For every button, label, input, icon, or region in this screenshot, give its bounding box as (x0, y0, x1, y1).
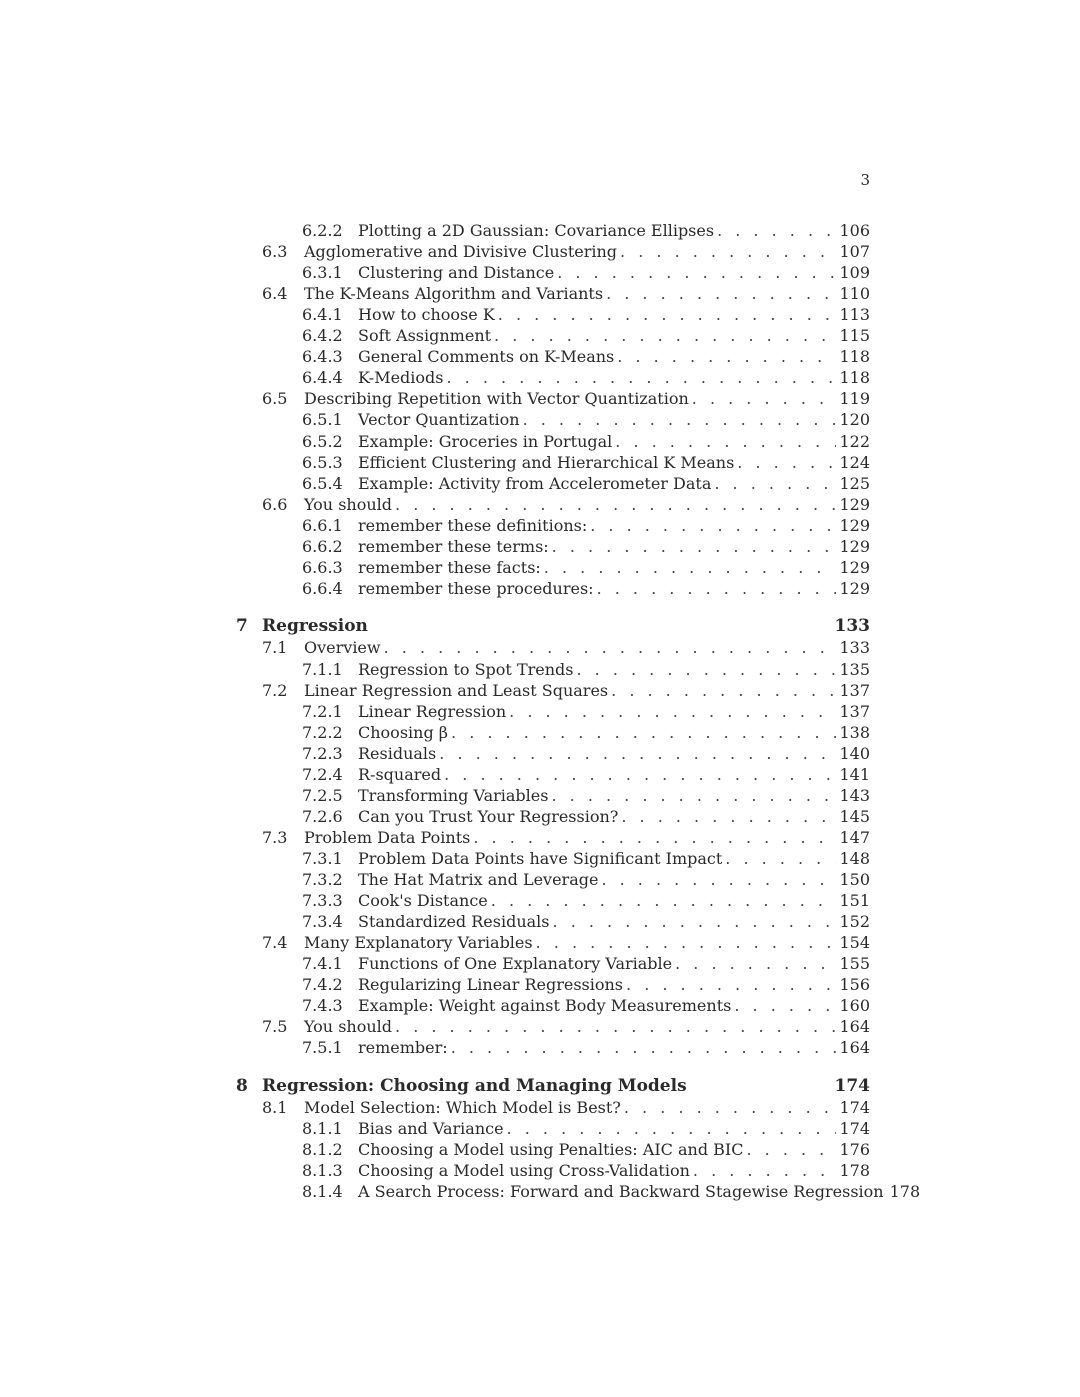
toc-entry-page: 160 (839, 996, 870, 1016)
toc-entry[interactable] (302, 701, 870, 722)
dot-leader (626, 974, 836, 995)
toc-entry-number: 7.2.3 (302, 743, 343, 763)
toc-entry-number: 6.6.4 (302, 578, 343, 598)
toc-entry-number: 7.3 (262, 827, 288, 847)
dot-leader (576, 659, 836, 680)
toc-entry[interactable] (302, 473, 870, 494)
toc-entry-number: 6.5 (262, 389, 288, 409)
toc-entry-title: Agglomerative and Divisive Clustering (304, 242, 618, 262)
dot-leader (675, 953, 836, 974)
toc-entry-page: 119 (839, 389, 870, 409)
toc-entry-title: Regression: Choosing and Managing Models (262, 1075, 687, 1096)
toc-entry-title: Cook's Distance (358, 891, 488, 911)
toc-entry-page: 156 (839, 975, 870, 995)
toc-entry-page: 113 (839, 305, 870, 325)
toc-entry[interactable] (262, 637, 870, 658)
toc-entry-title: Choosing a Model using Cross-Validation (358, 1161, 690, 1181)
dot-leader (734, 995, 836, 1016)
toc-entry-title: Problem Data Points have Significant Impact (358, 848, 723, 868)
toc-entry-page: 129 (839, 557, 870, 577)
toc-entry[interactable] (302, 1160, 870, 1181)
toc-entry-title: Clustering and Distance (358, 263, 555, 283)
toc-entry[interactable] (302, 367, 870, 388)
toc-entry[interactable] (262, 827, 870, 848)
toc-entry[interactable] (302, 346, 870, 367)
toc-entry-number: 7.5.1 (302, 1038, 343, 1058)
toc-entry-page: 174 (839, 1119, 870, 1139)
toc-entry[interactable] (302, 659, 870, 680)
dot-leader (473, 827, 836, 848)
toc-entry[interactable] (262, 932, 870, 953)
toc-entry-number: 8.1.4 (302, 1182, 343, 1202)
toc-entry-page: 145 (839, 806, 870, 826)
toc-entry[interactable] (262, 1016, 870, 1037)
dot-leader (447, 367, 837, 388)
toc-entry-number: 6.3 (262, 242, 288, 262)
toc-entry-title: Residuals (358, 743, 437, 763)
dot-leader (498, 304, 837, 325)
toc-entry-page: 109 (839, 263, 870, 283)
dot-leader (557, 262, 836, 283)
toc-entry-title: Vector Quantization (358, 410, 520, 430)
toc-entry-page: 129 (839, 494, 870, 514)
toc-entry-number: 7.2.6 (302, 806, 343, 826)
toc-entry-number: 7.2.2 (302, 722, 343, 742)
toc-chapter-entry[interactable] (236, 616, 870, 637)
toc-entry[interactable] (262, 241, 870, 262)
toc-entry-page: 133 (839, 638, 870, 658)
toc-entry-number: 7.1.1 (302, 659, 343, 679)
toc-entry-page: 152 (839, 912, 870, 932)
toc-entry-number: 7.2.4 (302, 764, 343, 784)
toc-entry-page: 174 (834, 1075, 870, 1096)
toc-entry-number: 7.2.5 (302, 785, 343, 805)
toc-entry[interactable] (302, 911, 870, 932)
toc-entry[interactable] (302, 515, 870, 536)
dot-leader (395, 1016, 836, 1037)
toc-entry-number: 6.5.1 (302, 410, 343, 430)
toc-entry-number: 6.6.1 (302, 515, 343, 535)
toc-entry[interactable] (302, 1139, 870, 1160)
toc-entry-page: 120 (839, 410, 870, 430)
toc-entry-page: 148 (839, 848, 870, 868)
toc-entry-page: 125 (839, 473, 870, 493)
toc-entry-number: 7.5 (262, 1017, 288, 1037)
toc-entry[interactable] (302, 452, 870, 473)
toc-entry-title: Example: Weight against Body Measurements (358, 996, 732, 1016)
dot-leader (444, 764, 836, 785)
toc-entry-title: Plotting a 2D Gaussian: Covariance Ellipses (358, 221, 715, 240)
toc-entry-number: 7.2 (262, 680, 288, 700)
toc-entry[interactable] (302, 974, 870, 995)
toc-entry[interactable] (302, 743, 870, 764)
toc-entry[interactable] (302, 890, 870, 911)
dot-leader (536, 932, 837, 953)
toc-entry-number: 6.2.2 (302, 221, 343, 240)
toc-entry-title: Example: Activity from Accelerometer Data (358, 473, 712, 493)
toc-entry-title: Choosing β (358, 722, 449, 742)
dot-leader (451, 1037, 837, 1058)
dot-leader (553, 911, 837, 932)
toc-entry-page: 129 (839, 515, 870, 535)
toc-entry[interactable] (302, 557, 870, 578)
toc-entry-number: 6.6 (262, 494, 288, 514)
toc-entry-title: remember these facts: (358, 557, 541, 577)
dot-leader (439, 743, 836, 764)
toc-entry-title: Regression to Spot Trends (358, 659, 574, 679)
toc-entry[interactable] (262, 283, 870, 304)
dot-leader (714, 473, 836, 494)
toc-entry-title: Can you Trust Your Regression? (358, 806, 619, 826)
toc-entry-number: 6.5.3 (302, 452, 343, 472)
toc-entry-title: A Search Process: Forward and Backward Stagewise Regression (358, 1182, 884, 1202)
dot-leader (590, 515, 836, 536)
toc-entry[interactable] (302, 1118, 870, 1139)
toc-entry-number: 6.3.1 (302, 263, 343, 283)
toc-entry-title: Problem Data Points (304, 827, 471, 847)
toc-entry-title: You should (304, 494, 393, 514)
toc-entry[interactable] (262, 388, 870, 409)
toc-entry-title: Many Explanatory Variables (304, 933, 533, 953)
toc-entry-page: 106 (839, 221, 870, 240)
dot-leader (551, 785, 836, 806)
toc-entry[interactable] (302, 325, 870, 346)
toc-entry[interactable] (262, 1097, 870, 1118)
toc-entry-page: 178 (839, 1161, 870, 1181)
toc-entry-number: 8.1 (262, 1098, 288, 1117)
toc-entry-title: Bias and Variance (358, 1119, 504, 1139)
dot-leader (621, 806, 836, 827)
toc-entry-page: 143 (839, 785, 870, 805)
toc-entry-title: Efficient Clustering and Hierarchical K Means (358, 452, 735, 472)
toc-entry-number: 6.4.4 (302, 368, 343, 388)
toc-entry[interactable] (302, 1181, 921, 1202)
toc-entry[interactable] (262, 494, 870, 515)
dot-leader (725, 848, 836, 869)
dot-leader (692, 388, 837, 409)
toc-entry-title: Describing Repetition with Vector Quantization (304, 389, 689, 409)
toc-entry[interactable] (302, 785, 870, 806)
toc-entry[interactable] (302, 304, 870, 325)
toc-entry[interactable] (302, 722, 870, 743)
toc-entry-title: The Hat Matrix and Leverage (358, 870, 599, 889)
toc-entry[interactable] (302, 953, 870, 974)
dot-leader (384, 637, 837, 658)
toc-entry-title: Standardized Residuals (358, 912, 550, 932)
toc-entry[interactable] (302, 1037, 870, 1058)
toc-entry-page: 129 (839, 536, 870, 556)
toc-entry-title: The K-Means Algorithm and Variants (304, 284, 604, 304)
toc-entry-page: 118 (839, 347, 870, 367)
toc-entry[interactable] (302, 536, 870, 557)
dot-leader (717, 220, 836, 241)
toc-entry[interactable] (302, 409, 870, 430)
dot-leader (624, 1097, 837, 1118)
toc-entry-page: 164 (839, 1017, 870, 1037)
toc-entry-title: R-squared (358, 764, 442, 784)
toc-entry-page: 122 (839, 431, 870, 451)
toc-entry-number: 8.1.1 (302, 1119, 343, 1139)
toc-entry-title: Example: Groceries in Portugal (358, 431, 613, 451)
toc-entry-page: 176 (839, 1140, 870, 1160)
toc-entry-title: Linear Regression (358, 701, 507, 721)
toc-entry-page: 155 (839, 954, 870, 974)
toc-entry-number: 7.1 (262, 638, 288, 658)
toc-entry[interactable] (262, 680, 870, 701)
dot-leader (606, 283, 836, 304)
toc-entry-number: 6.4 (262, 284, 288, 304)
toc-entry-title: Transforming Variables (358, 785, 549, 805)
dot-leader (451, 722, 836, 743)
toc-entry-page: 115 (839, 326, 870, 346)
toc-entry[interactable] (302, 848, 870, 869)
toc-entry-number: 6.5.4 (302, 473, 343, 493)
toc-entry[interactable] (302, 869, 870, 890)
dot-leader (523, 409, 837, 430)
toc-entry[interactable] (302, 431, 870, 452)
toc-entry-number: 6.6.3 (302, 557, 343, 577)
toc-entry-number: 7.4.1 (302, 954, 343, 974)
dot-leader (611, 680, 836, 701)
toc-entry-number: 7.4.2 (302, 975, 343, 995)
toc-entry-page: 118 (839, 368, 870, 388)
toc-entry-number: 7.3.1 (302, 848, 343, 868)
toc-entry[interactable] (302, 995, 870, 1016)
toc-entry-page: 138 (839, 722, 870, 742)
toc-entry-number: 8.1.2 (302, 1140, 343, 1160)
toc-entry-page: 164 (839, 1038, 870, 1058)
dot-leader (494, 325, 836, 346)
toc-entry-title: Soft Assignment (358, 326, 492, 346)
toc-entry-number: 7.4 (262, 933, 288, 953)
toc-entry-page: 150 (839, 870, 870, 889)
toc-entry[interactable] (302, 764, 870, 785)
toc-entry-number: 7.4.3 (302, 996, 343, 1016)
toc-entry-title: Linear Regression and Least Squares (304, 680, 609, 700)
toc-entry-title: remember these terms: (358, 536, 549, 556)
toc-entry-page: 151 (839, 891, 870, 911)
toc-entry-title: General Comments on K-Means (358, 347, 615, 367)
toc-entry-number: 6.4.2 (302, 326, 343, 346)
toc-entry-page: 141 (839, 764, 870, 784)
dot-leader (615, 431, 836, 452)
toc-entry-page: 137 (839, 701, 870, 721)
dot-leader (597, 578, 837, 599)
dot-leader (737, 452, 836, 473)
toc-entry[interactable] (302, 220, 870, 241)
toc-chapter-entry[interactable] (236, 1076, 870, 1097)
toc-entry-number: 6.5.2 (302, 431, 343, 451)
toc-entry-title: remember: (358, 1038, 448, 1058)
dot-leader (507, 1118, 837, 1139)
toc-entry[interactable] (302, 806, 870, 827)
toc-entry-title: Model Selection: Which Model is Best? (304, 1098, 621, 1117)
dot-leader (491, 890, 837, 911)
toc-entry[interactable] (302, 578, 870, 599)
toc-entry-number: 7.3.2 (302, 870, 343, 889)
toc-entry-title: Overview (304, 638, 381, 658)
toc-entry-title: Choosing a Model using Penalties: AIC and BIC (358, 1140, 744, 1160)
dot-leader (552, 536, 837, 557)
toc-entry-title: How to choose K (358, 305, 495, 325)
toc-entry-page: 133 (834, 616, 870, 637)
toc-entry-title: Regularizing Linear Regressions (358, 975, 624, 995)
toc-entry-number: 7 (236, 616, 248, 637)
toc-entry-title: K-Mediods (358, 368, 444, 388)
dot-leader (617, 346, 836, 367)
toc-entry-page: 137 (839, 680, 870, 700)
dot-leader (601, 869, 836, 890)
dot-leader (746, 1139, 836, 1160)
toc-entry-number: 6.4.3 (302, 347, 343, 367)
toc-entry-page: 140 (839, 743, 870, 763)
toc-entry-page: 124 (839, 452, 870, 472)
dot-leader (544, 557, 837, 578)
toc-entry-page: 110 (839, 284, 870, 304)
toc-entry-page: 174 (839, 1098, 870, 1117)
toc-entry-page: 178 (889, 1182, 921, 1202)
dot-leader (693, 1160, 837, 1181)
toc-entry-page: 129 (839, 578, 870, 598)
toc-entry-number: 7.3.4 (302, 912, 343, 932)
toc-entry-page: 107 (839, 242, 870, 262)
toc-entry-number: 6.4.1 (302, 305, 343, 325)
toc-entry-number: 8.1.3 (302, 1161, 343, 1181)
toc-entry-page: 147 (839, 827, 870, 847)
toc-entry-page: 154 (839, 933, 870, 953)
toc-entry-title: remember these procedures: (358, 578, 594, 598)
toc-entry-title: Regression (262, 616, 368, 637)
dot-leader (395, 494, 836, 515)
toc-entry-number: 7.3.3 (302, 891, 343, 911)
toc-entry[interactable] (302, 262, 870, 283)
table-of-contents (0, 220, 1080, 1220)
toc-entry-title: remember these definitions: (358, 515, 588, 535)
toc-entry-title: You should (304, 1017, 393, 1037)
toc-entry-title: Functions of One Explanatory Variable (358, 954, 673, 974)
dot-leader (620, 241, 836, 262)
page-number: 3 (860, 171, 870, 189)
toc-entry-page: 135 (839, 659, 870, 679)
toc-entry-number: 7.2.1 (302, 701, 343, 721)
dot-leader (509, 701, 836, 722)
toc-entry-number: 6.6.2 (302, 536, 343, 556)
toc-entry-number: 8 (236, 1075, 248, 1096)
